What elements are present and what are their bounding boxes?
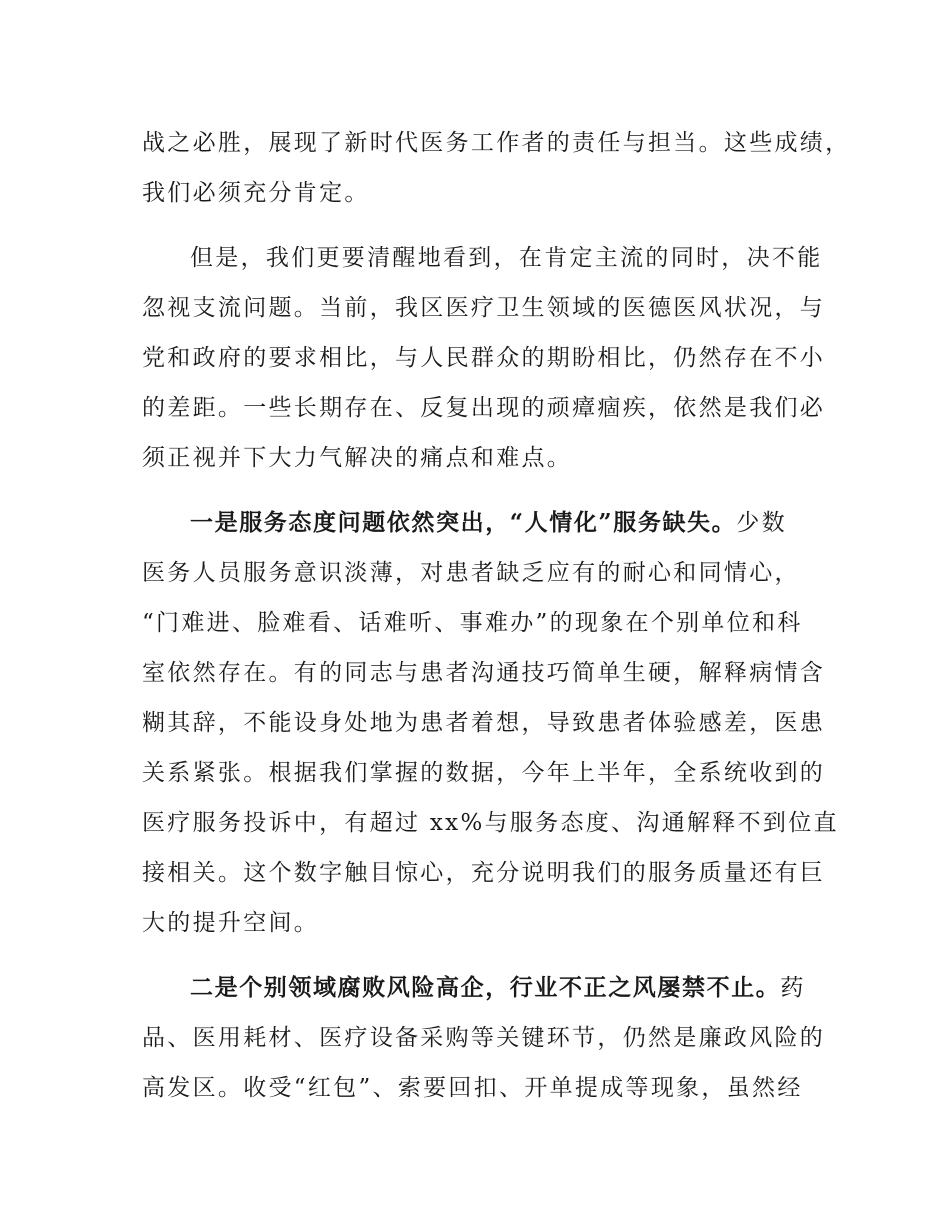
heading-continuation: 药 [780, 975, 806, 1001]
heading-continuation: 少数 [736, 510, 787, 536]
text-line [190, 508, 822, 538]
text-line: “门难进、脸难看、话难听、事难办”的现象在个别单位和科 [142, 610, 803, 636]
text-line: 但是，我们更要清醒地看到，在肯定主流的同时，决不能 [190, 245, 823, 271]
text-line: 医务人员服务意识淡薄，对患者缺乏应有的耐心和同情心， [142, 560, 800, 586]
text-line: 接相关。这个数字触目惊心，充分说明我们的服务质量还有巨 [142, 860, 826, 886]
text-line: 医疗服务投诉中，有超过 xx%与服务态度、沟通解释不到位直 [142, 810, 839, 836]
paragraph-heading: 一是服务态度问题依然突出，“人情化”服务缺失。 [190, 509, 737, 536]
text-line: 关系紧张。根据我们掌握的数据，今年上半年，全系统收到的 [142, 760, 826, 786]
text-line: 室依然存在。有的同志与患者沟通技巧简单生硬，解释病情含 [142, 660, 826, 686]
text-line [190, 973, 822, 1003]
text-line: 党和政府的要求相比，与人民群众的期盼相比，仍然存在不小 [142, 345, 826, 371]
text-line: 战之必胜，展现了新时代医务工作者的责任与担当。这些成绩， [142, 130, 851, 156]
text-line: 大的提升空间。 [142, 910, 320, 936]
paragraph-heading: 二是个别领域腐败风险高企，行业不正之风屡禁不止。 [190, 974, 781, 1001]
text-line: 的差距。一些长期存在、反复出现的顽瘴痼疾，依然是我们必 [142, 395, 826, 421]
text-line: 须正视并下大力气解决的痛点和难点。 [142, 445, 573, 471]
text-line: 忽视支流问题。当前，我区医疗卫生领域的医德医风状况，与 [142, 295, 826, 321]
text-line: 高发区。收受“红包”、索要回扣、开单提成等现象，虽然经 [142, 1075, 803, 1101]
text-line: 我们必须充分肯定。 [142, 180, 370, 206]
text-line: 品、医用耗材、医疗设备采购等关键环节，仍然是廉政风险的 [142, 1025, 826, 1051]
text-line: 糊其辞，不能设身处地为患者着想，导致患者体验感差，医患 [142, 710, 826, 736]
